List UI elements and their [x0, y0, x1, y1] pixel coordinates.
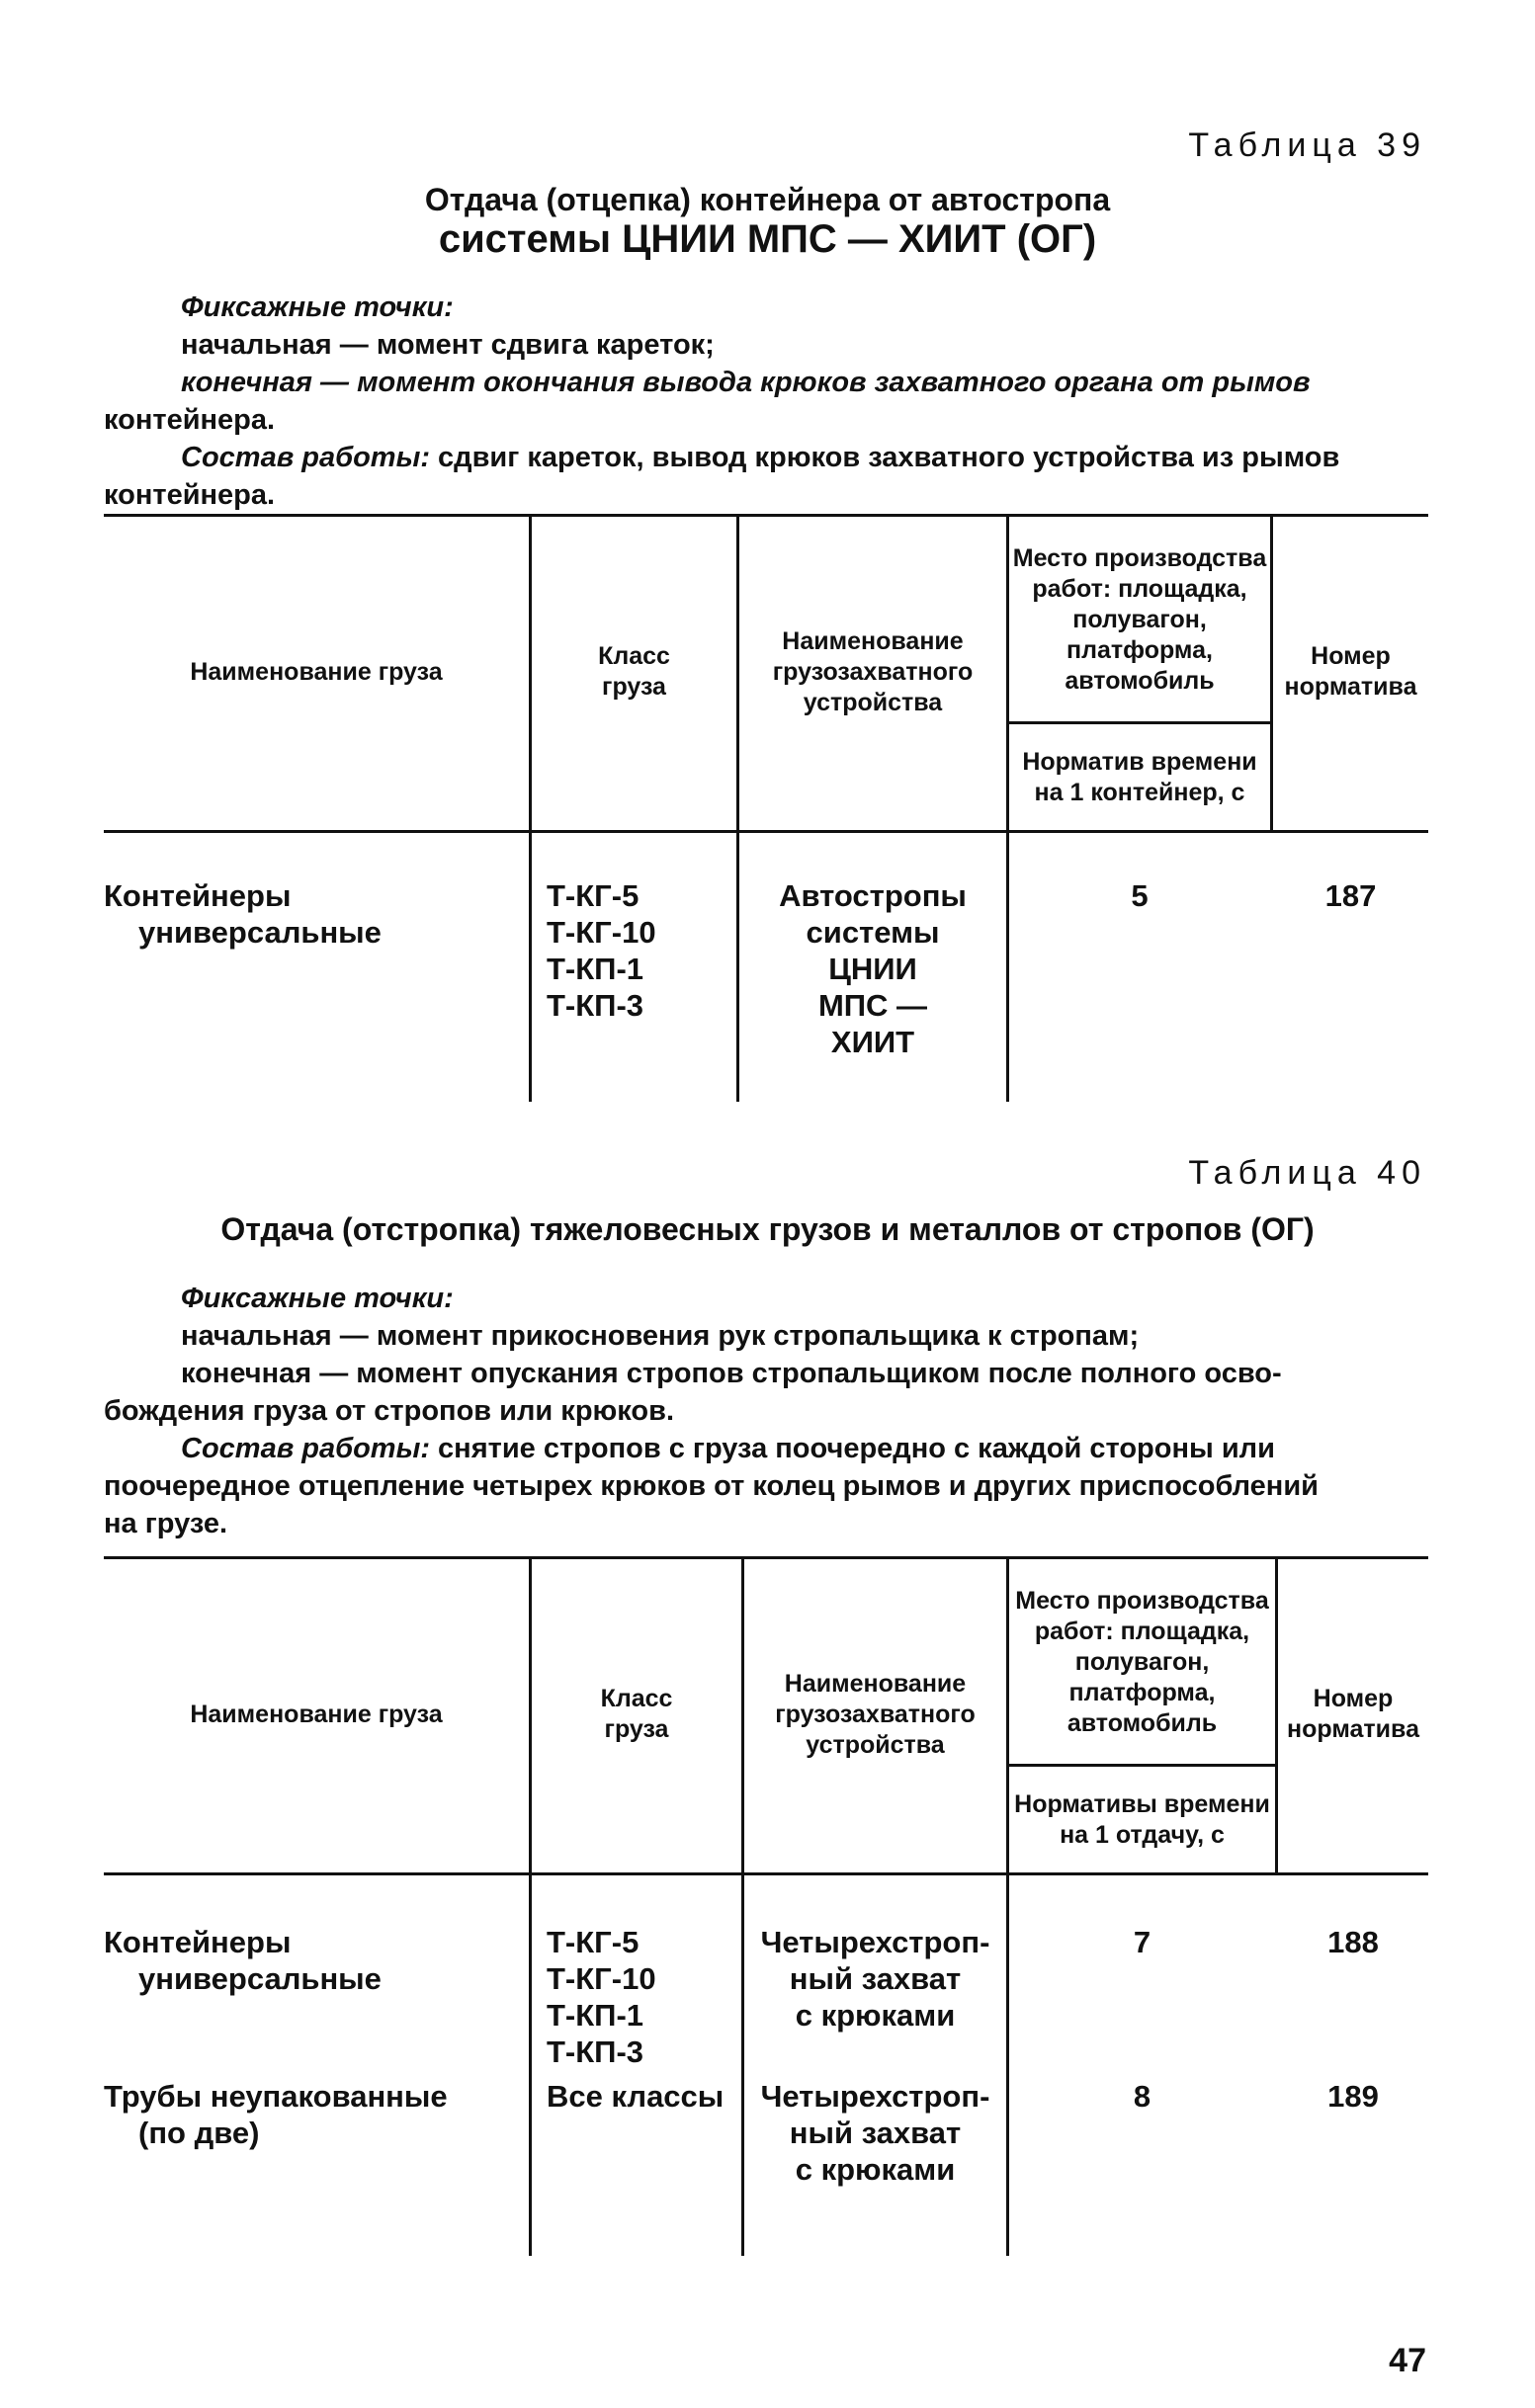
header-cargo-name: Наименование груза: [190, 657, 443, 686]
class-item: Т-КП-1: [547, 952, 644, 986]
class-item: Т-КГ-10: [547, 915, 656, 950]
cargo-name-cont: (по две): [138, 2116, 260, 2150]
device-line: Автостропы: [779, 878, 967, 913]
table-39-title-line2: системы ЦНИИ МПС — ХИИТ (ОГ): [438, 217, 1097, 261]
class-item: Т-КГ-10: [547, 1961, 656, 1996]
header-work-place: Место производства работ: площадка, полувагон, платформа, автомобиль: [1015, 1586, 1269, 1737]
time-norm-value: 5: [1131, 878, 1149, 913]
start-point-text: начальная — момент сдвига кареток;: [181, 329, 715, 361]
work-composition-text: сдвиг кареток, вывод крюков захватного устройства из рымов: [430, 442, 1340, 473]
device-line: ный захват: [789, 1961, 962, 1996]
device-line: ЦНИИ: [828, 952, 917, 986]
header-device-name: Наименование грузозахватного устройства: [772, 626, 974, 716]
class-item: Т-КГ-5: [547, 878, 640, 913]
cargo-name: Контейнеры: [104, 1925, 292, 1959]
device-line: Четырехстроп-: [760, 2079, 990, 2114]
table-row: [104, 877, 524, 951]
class-item: Т-КП-3: [547, 2034, 644, 2069]
cargo-name-cont: универсальные: [138, 1961, 382, 1996]
header-work-place: Место производства работ: площадка, полувагон, платформа, автомобиль: [1012, 543, 1267, 695]
device-name: [739, 877, 1006, 1060]
class-item: Все классы: [547, 2079, 725, 2114]
norm-number-value: 188: [1327, 1925, 1379, 1959]
work-composition-label: Состав работы:: [181, 1433, 430, 1464]
class-item: Т-КГ-5: [547, 1925, 640, 1959]
fixation-points-label: Фиксажные точки:: [181, 291, 454, 323]
work-composition-text-cont: поочередное отцепление четырех крюков от колец рымов и других приспособлений: [104, 1470, 1319, 1502]
table-40: [104, 1556, 1428, 2258]
table-40-title: Отдача (отстропка) тяжеловесных грузов и металлов от стропов (ОГ): [220, 1211, 1315, 1247]
device-line: ный захват: [789, 2116, 962, 2150]
cargo-classes: [547, 877, 734, 1024]
header-time-norm: Нормативы времени на 1 отдачу, с: [1014, 1789, 1270, 1849]
header-time-norm: Норматив времени на 1 контейнер, с: [1022, 747, 1257, 806]
end-point-text: конечная — момент опускания стропов стропальщиком после полного осво-: [181, 1358, 1282, 1389]
table-39-title-line1: Отдача (отцепка) контейнера от автостропа: [424, 182, 1111, 217]
cargo-name: Трубы неупакованные: [104, 2079, 448, 2114]
device-line: с крюками: [795, 1998, 956, 2033]
table-39-title: [0, 180, 1535, 259]
cargo-classes: [547, 2078, 739, 2115]
fixation-points-label: Фиксажные точки:: [181, 1283, 454, 1314]
norm-number-value: 187: [1324, 878, 1377, 913]
cargo-classes: [547, 1924, 739, 2070]
device-line: Четырехстроп-: [760, 1925, 990, 1959]
table-row: [104, 1924, 524, 1997]
end-point-text-cont: контейнера.: [104, 404, 276, 436]
cargo-name-cont: универсальные: [138, 915, 382, 950]
end-point-text: конечная — момент окончания вывода крюков захватного органа от рымов: [181, 367, 1311, 398]
device-line: МПС —: [817, 988, 928, 1023]
start-point-text: начальная — момент прикосновения рук стропальщика к стропам;: [181, 1320, 1140, 1352]
header-norm-number: Номер норматива: [1284, 642, 1417, 701]
header-norm-number: Номер норматива: [1287, 1685, 1419, 1743]
table-39-label: Таблица 39: [1188, 126, 1426, 164]
device-line: с крюками: [795, 2152, 956, 2187]
end-point-text-cont: бождения груза от стропов или крюков.: [104, 1395, 675, 1427]
work-composition-label: Состав работы:: [181, 442, 430, 473]
table-40-label: Таблица 40: [1188, 1154, 1426, 1192]
work-composition-text: снятие стропов с груза поочередно с каждой стороны или: [430, 1433, 1275, 1464]
time-norm-value: 8: [1133, 2079, 1151, 2114]
header-cargo-name: Наименование груза: [190, 1700, 443, 1728]
device-name: [744, 1924, 1006, 2034]
class-item: Т-КП-3: [547, 988, 644, 1023]
header-cargo-class: Класс груза: [600, 1685, 673, 1743]
header-cargo-class: Класс груза: [598, 642, 670, 701]
norm-number-value: 189: [1327, 2079, 1379, 2114]
table-row: [104, 2078, 524, 2151]
work-composition-text-cont: контейнера.: [104, 479, 276, 511]
table-39: [104, 514, 1428, 1107]
device-name: [744, 2078, 1006, 2188]
table-40-description: [104, 1280, 1428, 1542]
time-norm-value: 7: [1133, 1925, 1151, 1959]
page-number: 47: [1389, 2342, 1426, 2379]
device-line: ХИИТ: [830, 1025, 915, 1059]
cargo-name: Контейнеры: [104, 878, 292, 913]
class-item: Т-КП-1: [547, 1998, 644, 2033]
header-device-name: Наименование грузозахватного устройства: [775, 1669, 976, 1759]
table-39-description: [104, 289, 1428, 514]
work-composition-text-end: на грузе.: [104, 1508, 228, 1539]
device-line: системы: [806, 915, 940, 950]
